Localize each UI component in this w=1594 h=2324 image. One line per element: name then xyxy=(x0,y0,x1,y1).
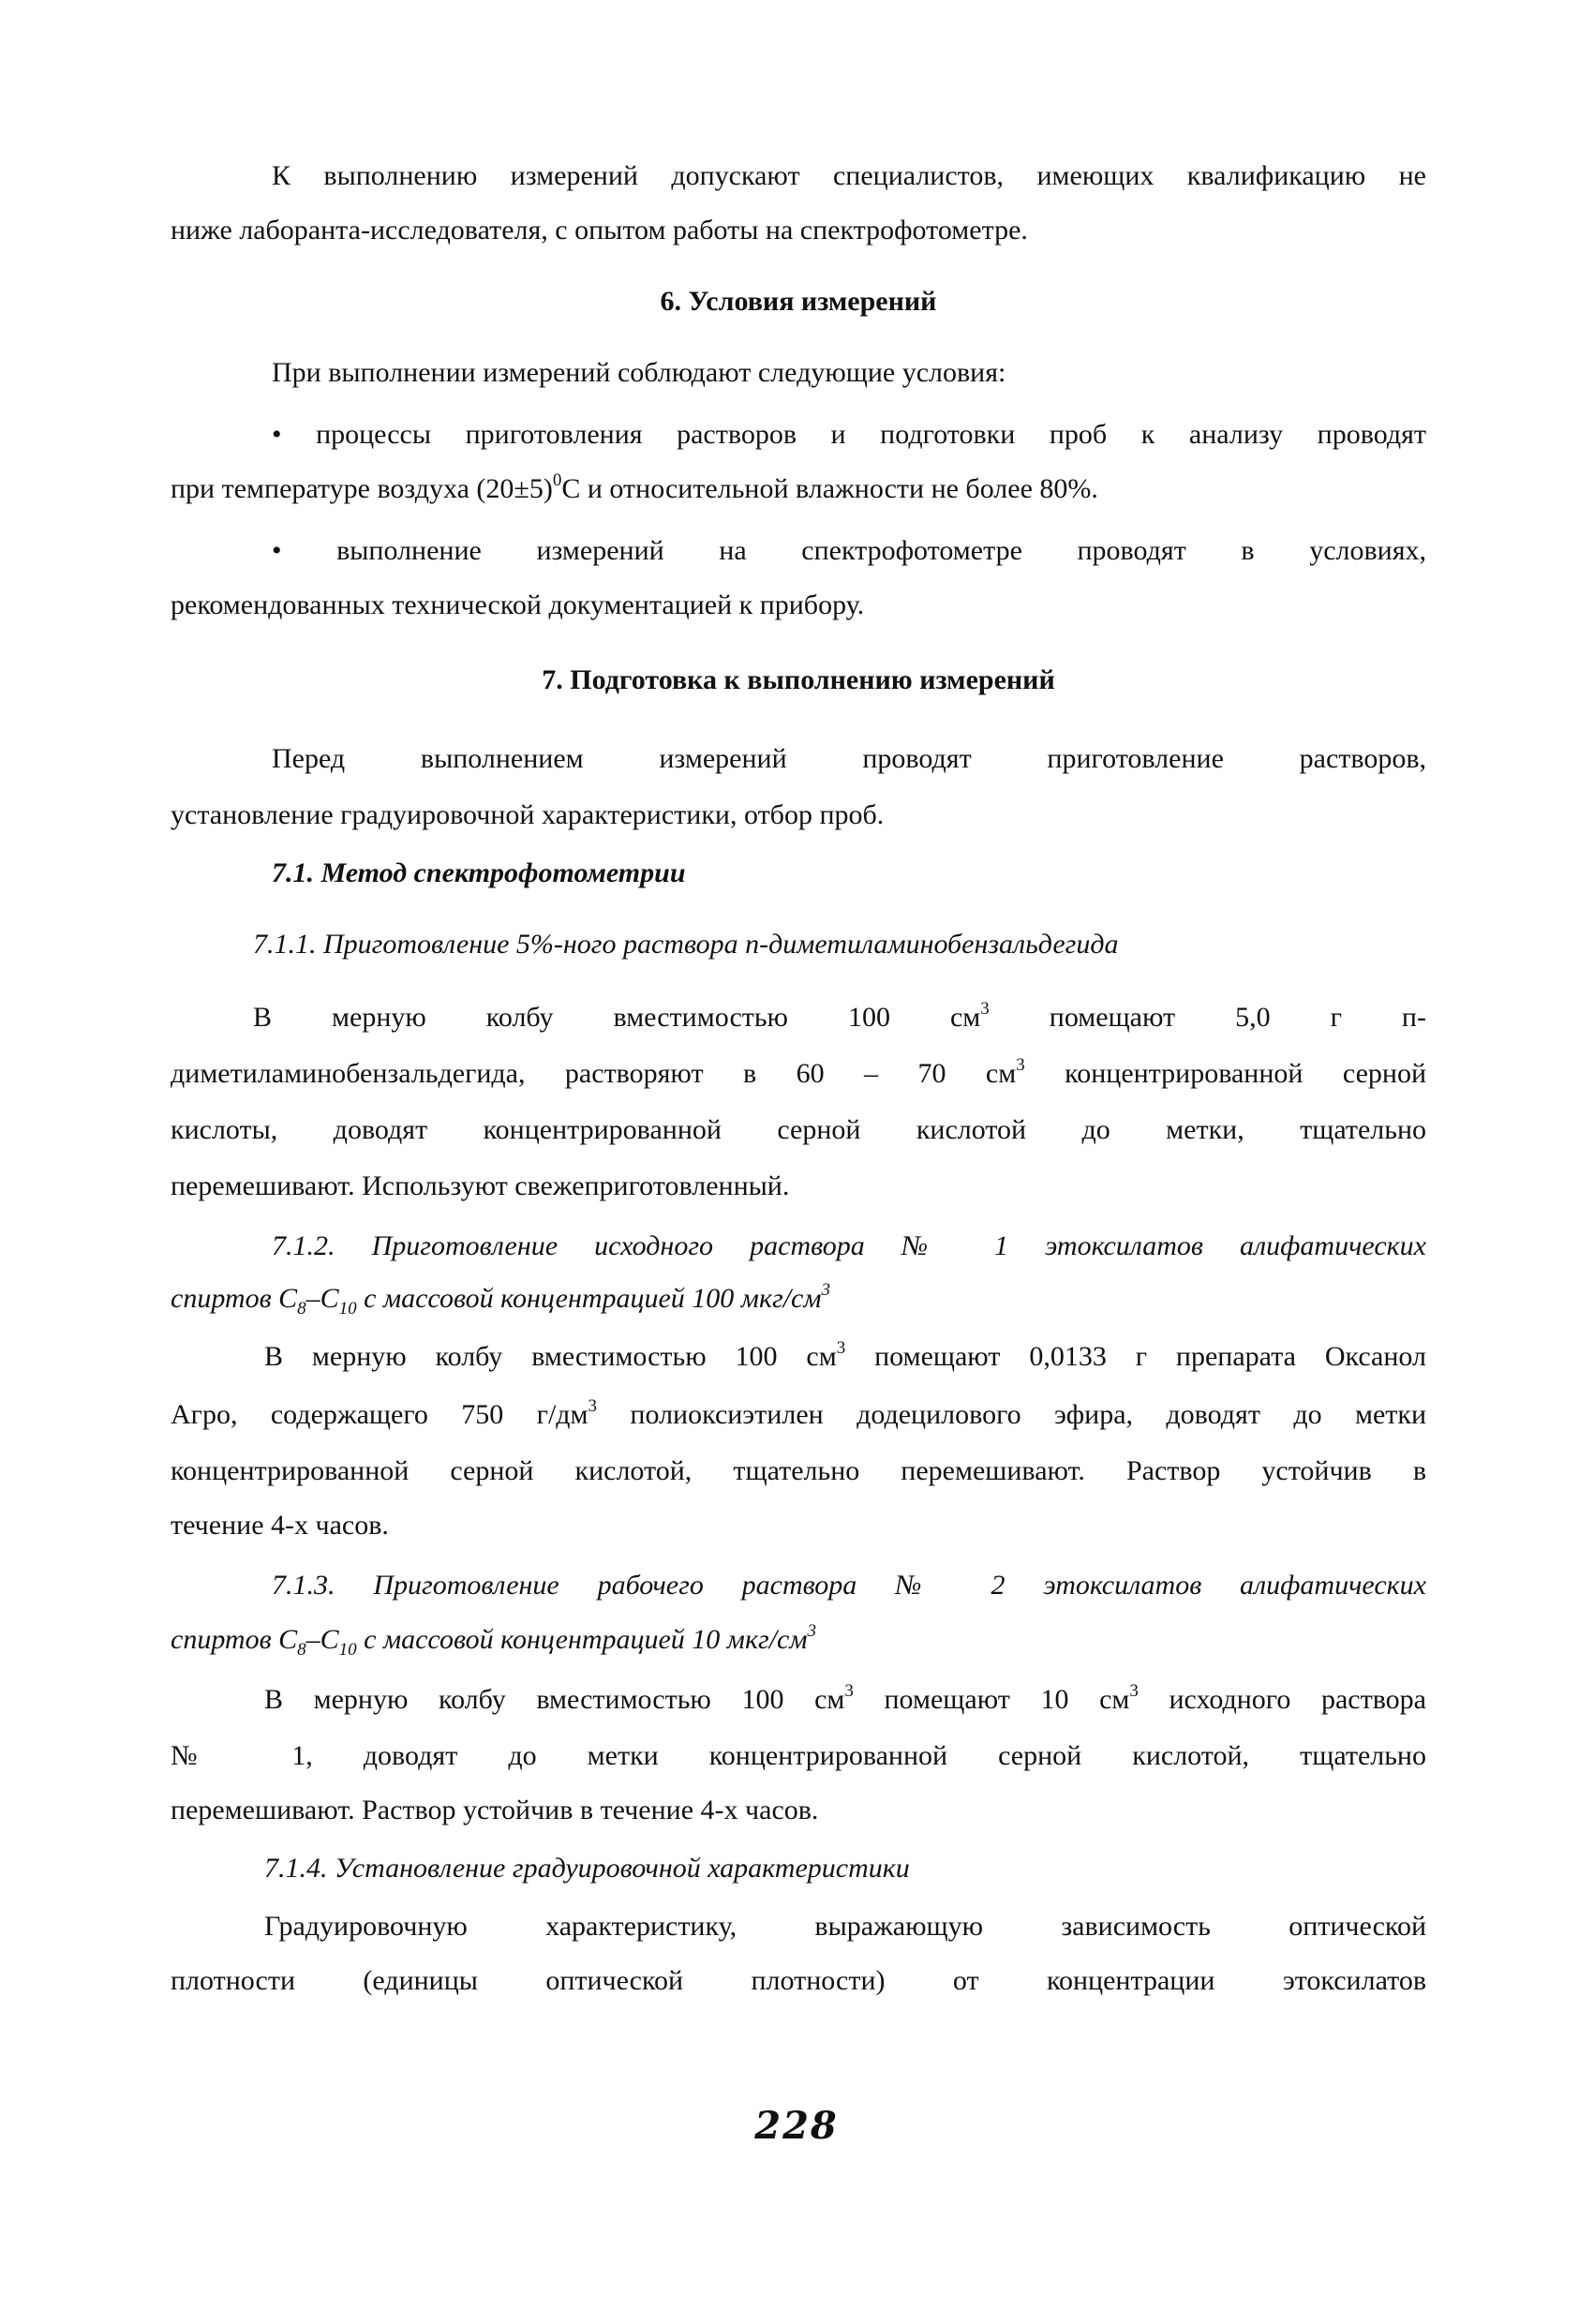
para-7-1-3-line-3: перемешивают. Раствор устойчив в течение 4-х часов. xyxy=(171,1795,819,1825)
page-number: 228 xyxy=(754,2104,839,2148)
para-7-1-2-line-1: В мерную колбу вместимостью 100 $см^3$ помещают 0,0133 г препарата Оксанол xyxy=(264,1338,1426,1372)
subsection-7-1-1-title: 7.1.1. Приготовление 5%-ного раствора п-диметиламинобензальдегида xyxy=(253,929,1119,960)
subsection-7-1-title: 7.1. Метод спектрофотометрии xyxy=(272,857,686,888)
para-7-1-3-line-2: № 1, доводят до метки концентрированной серной кислотой, тщательно xyxy=(171,1740,1426,1771)
subsection-7-1-3-title-line-2: спиртов $С_8-С_{10}$ с массовой концентрацией 10 мкг/$см^3$ xyxy=(171,1621,816,1660)
section-6-bullet-2-line-2: рекомендованных технической документацией к прибору. xyxy=(171,589,865,620)
section-6-bullet-1-line-1: • процессы приготовления растворов и подготовки проб к анализу проводят xyxy=(272,419,1426,450)
section-7-para-1-line-2: установление градуировочной характеристики, отбор проб. xyxy=(171,799,885,830)
subsection-7-1-2-title-line-2: спиртов $С_8-С_{10}$ с массовой концентрацией 100 мкг/$см^3$ xyxy=(171,1280,830,1318)
para-7-1-2-line-2: Агро, содержащего 750 $г/дм^3$ полиоксиэтилен додецилового эфира, доводят до метки xyxy=(171,1396,1427,1430)
para-7-1-2-line-4: течение 4-х часов. xyxy=(171,1510,389,1541)
intro-line-2: ниже лаборанта-исследователя, с опытом работы на спектрофотометре. xyxy=(171,215,1028,246)
subsection-7-1-3-title-line-1: 7.1.3. Приготовление рабочего раствора № 2 этоксилатов алифатических xyxy=(272,1570,1426,1601)
para-7-1-2-line-3: концентрированной серной кислотой, тщательно перемешивают. Раствор устойчив в xyxy=(171,1455,1426,1486)
para-7-1-1-line-3: кислоты, доводят концентрированной серной кислотой до метки, тщательно xyxy=(171,1114,1426,1145)
para-7-1-3-line-1: В мерную колбу вместимостью 100 $см^3$ помещают 10 $см^3$ исходного раствора xyxy=(264,1681,1426,1715)
section-6-lead: При выполнении измерений соблюдают следующие условия: xyxy=(272,357,1006,388)
para-7-1-4-line-1: Градуировочную характеристику, выражающую зависимость оптической xyxy=(264,1911,1426,1942)
section-7-title: 7. Подготовка к выполнению измерений xyxy=(542,664,1055,695)
para-7-1-4-line-2: плотности (единицы оптической плотности) от концентрации этоксилатов xyxy=(171,1965,1426,1996)
para-7-1-1-line-1: В мерную колбу вместимостью 100 $см^3$ помещают 5,0 г п- xyxy=(253,999,1426,1033)
para-7-1-1-line-2: диметиламинобензальдегида, растворяют в 60 – 70 $см^3$ концентрированной серной xyxy=(171,1055,1427,1089)
section-6-title: 6. Условия измерений xyxy=(660,286,937,317)
para-7-1-1-line-4: перемешивают. Используют свежеприготовленный. xyxy=(171,1170,790,1201)
section-6-bullet-1-line-2: при температуре воздуха $(20\pm 5)^0С$ и относительной влажности не более 80%. xyxy=(171,470,1098,504)
section-6-bullet-2-line-1: • выполнение измерений на спектрофотометре проводят в условиях, xyxy=(272,535,1426,566)
subsection-7-1-2-title-line-1: 7.1.2. Приготовление исходного раствора № 1 этоксилатов алифатических xyxy=(272,1230,1426,1261)
section-7-para-1-line-1: Перед выполнением измерений проводят приготовление растворов, xyxy=(272,743,1426,774)
intro-line-1: К выполнению измерений допускают специалистов, имеющих квалификацию не xyxy=(272,160,1426,191)
subsection-7-1-4-title: 7.1.4. Установление градуировочной характеристики xyxy=(264,1853,910,1884)
